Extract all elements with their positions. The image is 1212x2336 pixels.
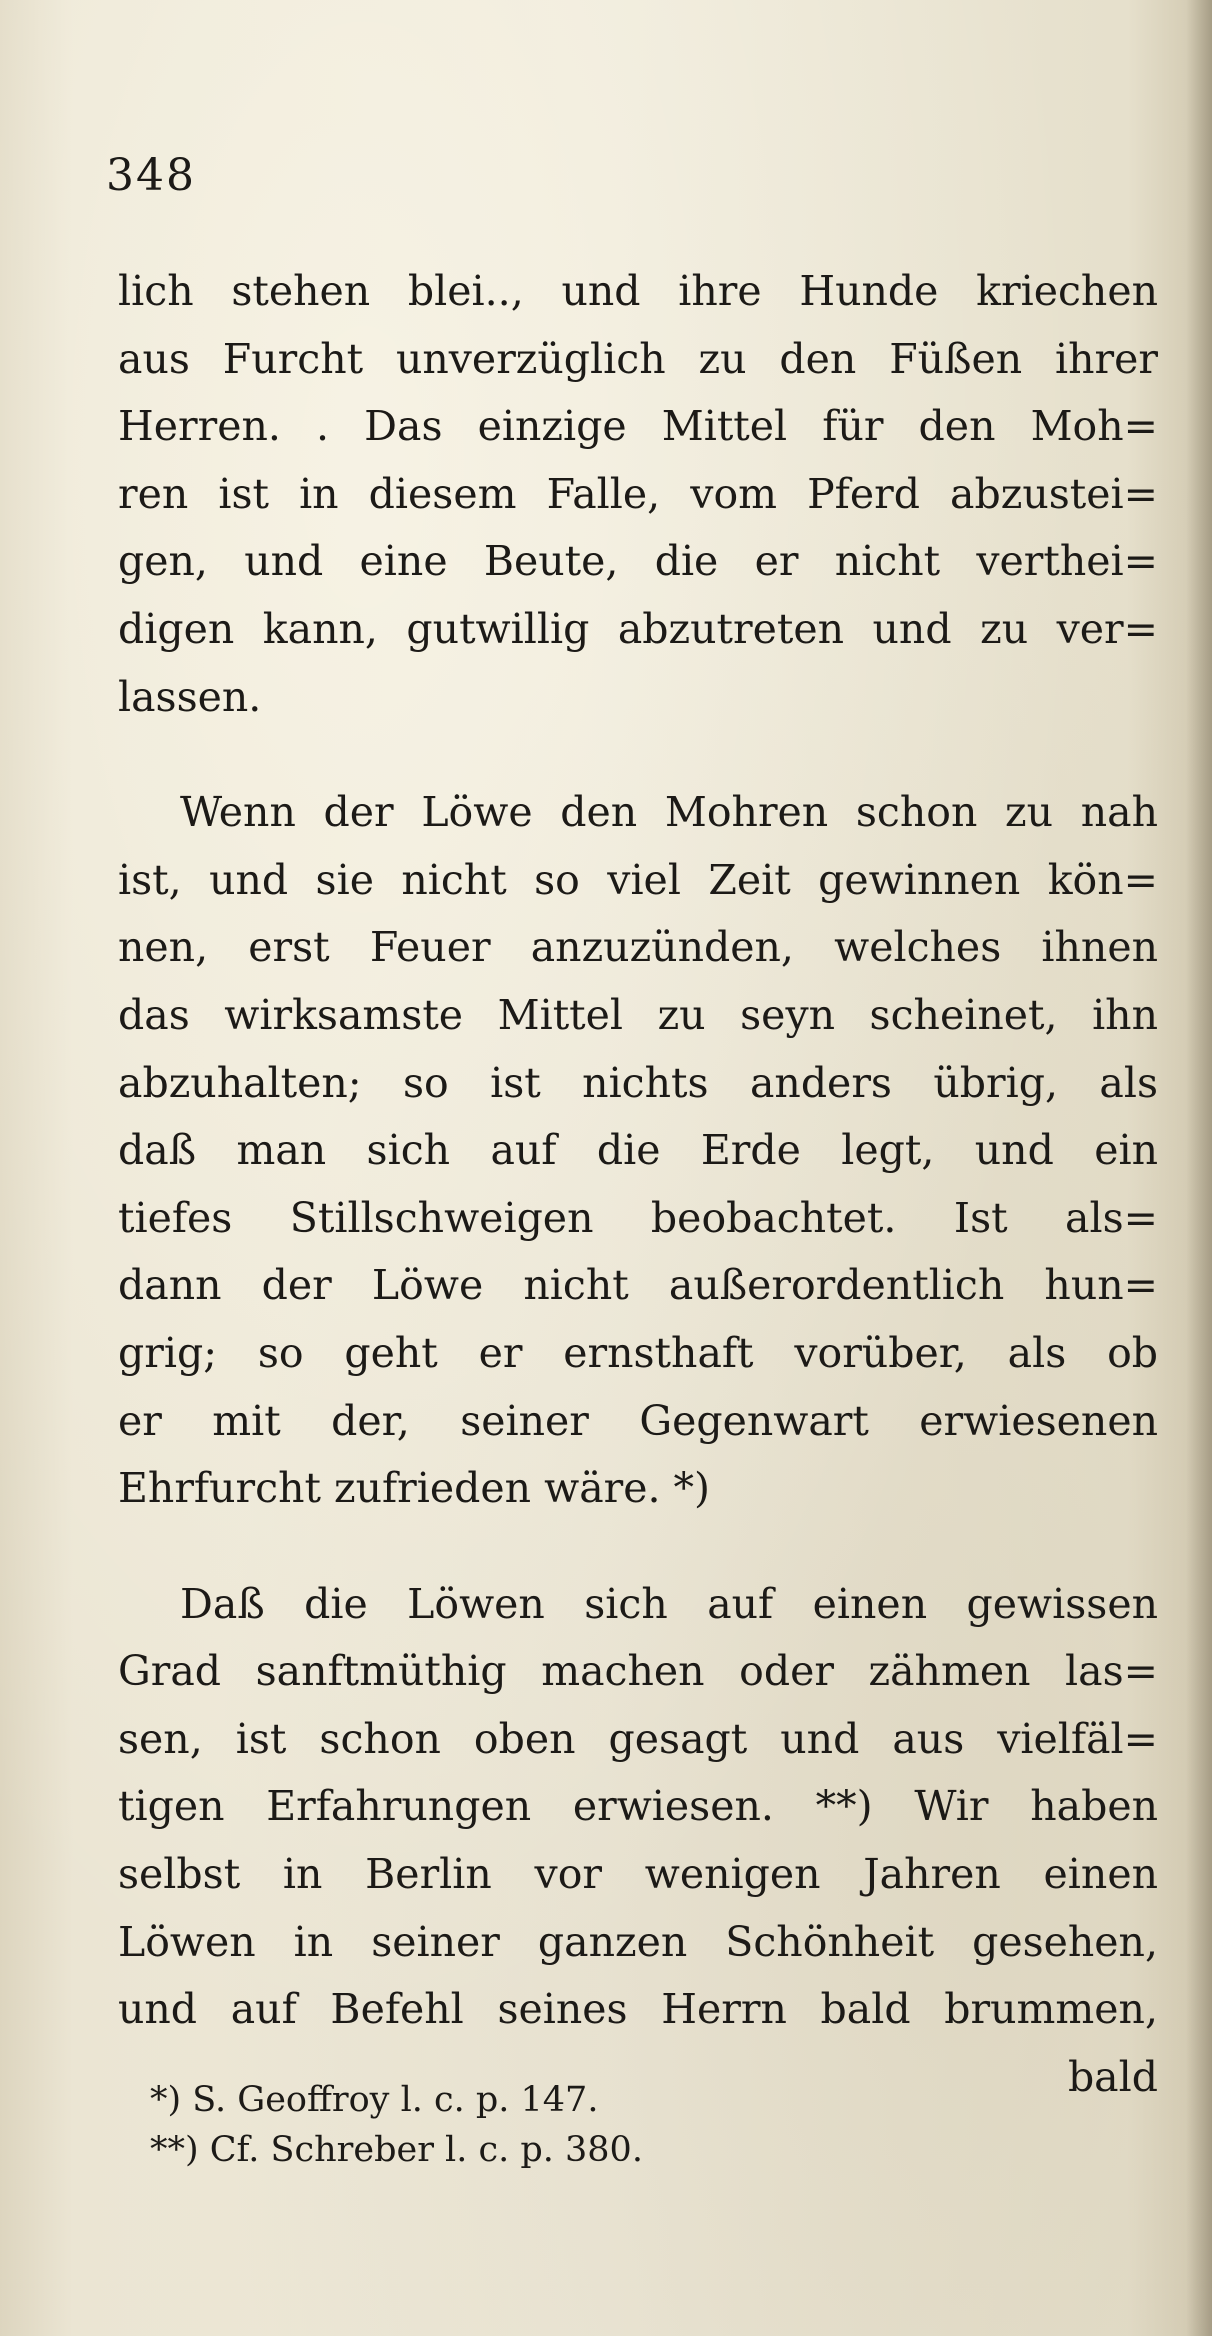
text-line: dann der Löwe nicht außerordentlich hun= bbox=[118, 1261, 1158, 1310]
text-line: Herren. . Das einzige Mittel für den Moh= bbox=[118, 402, 1158, 451]
text-line: gen, und eine Beute, die er nicht verthei= bbox=[118, 537, 1158, 586]
page-edge-shadow bbox=[1186, 0, 1212, 2336]
text-line: Wenn der Löwe den Mohren schon zu nah bbox=[180, 788, 1158, 837]
text-line: nen, erst Feuer anzuzünden, welches ihnen bbox=[118, 923, 1158, 972]
catchword: bald bbox=[1067, 2052, 1158, 2101]
paragraph-1 bbox=[118, 258, 1158, 731]
body-text bbox=[118, 258, 1158, 2111]
text-line: selbst in Berlin vor wenigen Jahren einen bbox=[118, 1850, 1158, 1899]
text-line: lich stehen blei.., und ihre Hunde kriechen bbox=[118, 267, 1158, 315]
text-line: das wirksamste Mittel zu seyn scheinet, ihn bbox=[118, 990, 1158, 1039]
text-line: tigen Erfahrungen erwiesen. **) Wir haben bbox=[118, 1782, 1158, 1831]
text-line: digen kann, gutwillig abzutreten und zu ver= bbox=[118, 604, 1158, 653]
text-line: abzuhalten; so ist nichts anders übrig, als bbox=[118, 1058, 1158, 1107]
footnote: **) Cf. Schreber l. c. p. 380. bbox=[150, 2130, 643, 2170]
page-number: 348 bbox=[106, 150, 196, 201]
paragraph-spacer bbox=[118, 731, 1158, 779]
text-line: ren ist in diesem Falle, vom Pferd abzustei= bbox=[118, 469, 1158, 518]
text-line: Ehrfurcht zufrieden wäre. *) bbox=[118, 1464, 711, 1513]
footnotes bbox=[150, 2075, 1050, 2175]
paragraph-2 bbox=[118, 779, 1158, 1523]
text-line: sen, ist schon oben gesagt und aus vielfäl= bbox=[118, 1714, 1158, 1763]
text-line: grig; so geht er ernsthaft vorüber, als ob bbox=[118, 1328, 1158, 1377]
text-line: und auf Befehl seines Herrn bald brummen, bbox=[118, 1985, 1158, 2034]
text-line: Löwen in seiner ganzen Schönheit gesehen, bbox=[118, 1917, 1158, 1966]
text-line: aus Furcht unverzüglich zu den Füßen ihrer bbox=[118, 334, 1158, 383]
text-line: Grad sanftmüthig machen oder zähmen las= bbox=[118, 1647, 1158, 1696]
footnote: *) S. Geoffroy l. c. p. 147. bbox=[150, 2080, 599, 2120]
paragraph-spacer bbox=[118, 1523, 1158, 1571]
paragraph-3 bbox=[118, 1571, 1158, 2112]
text-line: Daß die Löwen sich auf einen gewissen bbox=[180, 1579, 1158, 1628]
text-line: daß man sich auf die Erde legt, und ein bbox=[118, 1126, 1158, 1175]
text-line: er mit der, seiner Gegenwart erwiesenen bbox=[118, 1396, 1158, 1445]
text-line: tiefes Stillschweigen beobachtet. Ist als= bbox=[118, 1193, 1158, 1242]
text-line: lassen. bbox=[118, 672, 262, 721]
text-line: ist, und sie nicht so viel Zeit gewinnen kön= bbox=[118, 855, 1158, 904]
